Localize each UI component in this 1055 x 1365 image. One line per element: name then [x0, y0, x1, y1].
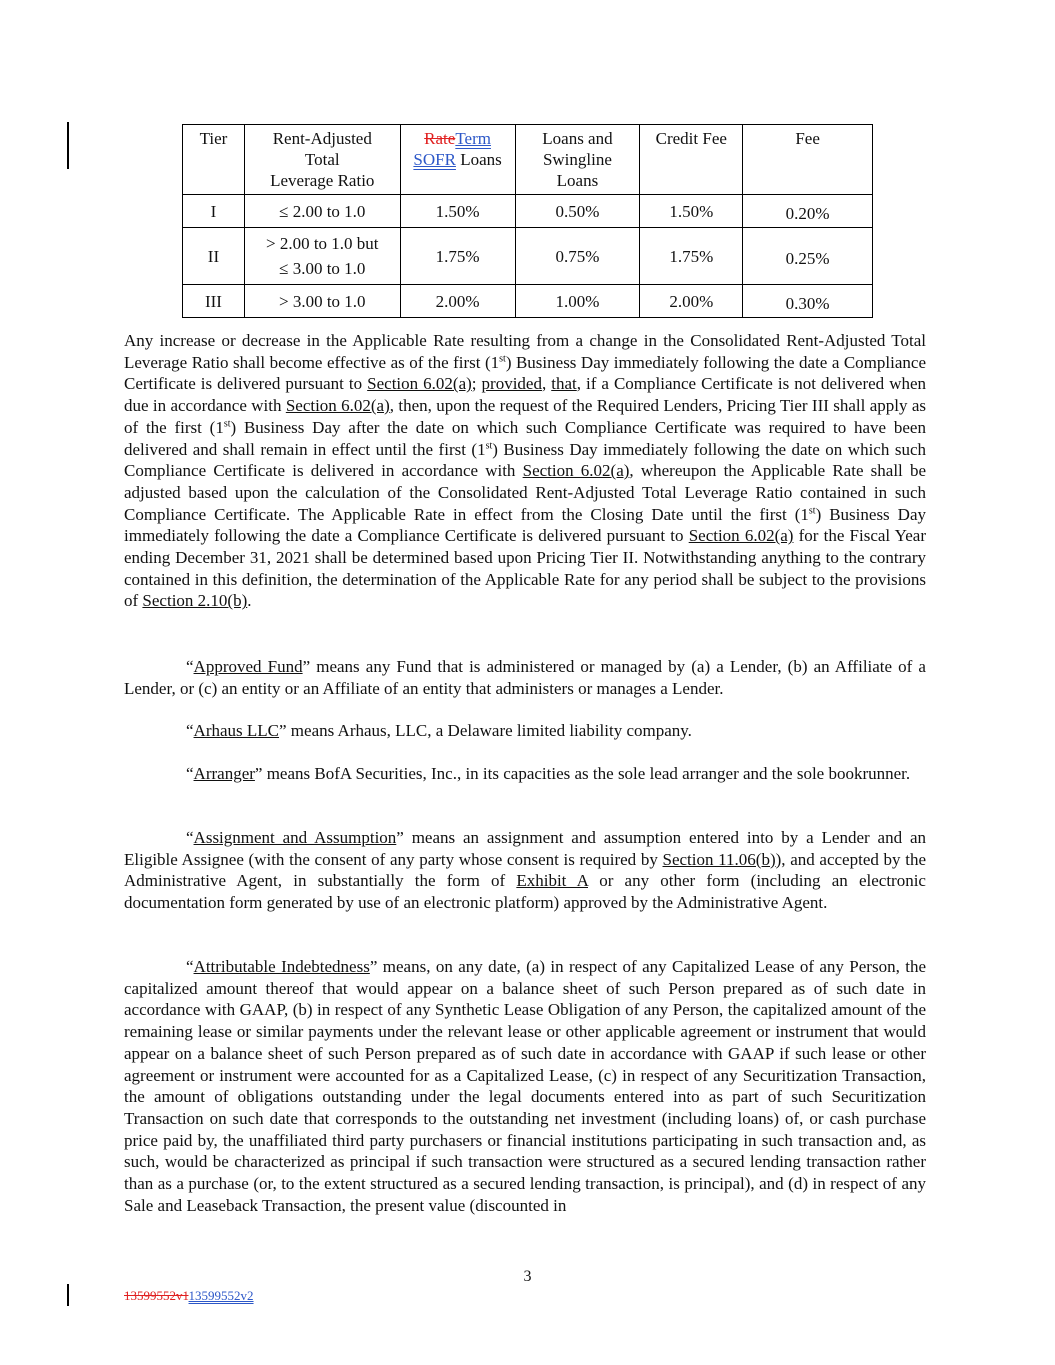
table-header-row — [183, 125, 873, 195]
definition-approved-fund — [124, 656, 926, 699]
section-reference: Section 6.02(a) — [367, 374, 472, 394]
header-term-sofr-loans — [400, 125, 515, 195]
cell-fee: 0.25% — [743, 228, 873, 285]
section-reference: Section 6.02(a) — [285, 396, 390, 416]
header-leverage-ratio — [244, 125, 400, 195]
cell-fee: 0.30% — [743, 285, 873, 318]
defined-term: Approved Fund — [193, 657, 303, 676]
text: ” means any Fund that is administered or managed by (a) a Lender, (b) an Affiliate of a Lender, or (c) an entity or an Affiliate of an entity that administers or manages a Lender. — [124, 657, 926, 698]
cell-base: 0.50% — [515, 195, 640, 228]
header-base-line3: Loans — [556, 171, 599, 190]
text: , whereupon the Applicable Rate shall be adjusted based upon the calculation of the Consolidated Rent-Adjusted Total Leverage Ratio contained in such Compliance Certificate. The Applicable Rate in effect from the Closing Date until the first (1 — [124, 461, 927, 524]
text: ” means Arhaus, LLC, a Delaware limited liability company. — [279, 721, 692, 740]
cell-ratio-line1: > 2.00 to 1.0 but — [266, 234, 379, 253]
definition-arranger — [124, 763, 926, 785]
exhibit-reference: Exhibit A — [516, 871, 588, 891]
table-row — [183, 285, 873, 318]
superscript: st — [223, 418, 231, 430]
text: ) Business Day immediately following the date on which such Compliance Certificate is delivered in accordance with — [124, 439, 926, 481]
section-reference: Section 2.10(b) — [142, 591, 248, 611]
text: ) Business Day after the date on which such Compliance Certificate was required to have been delivered and shall remain in effect until the first (1 — [124, 417, 926, 459]
defined-term: Arranger — [193, 764, 255, 783]
text: ) Business Day immediately following the date a Compliance Certificate is delivered pursuant to — [124, 504, 926, 546]
header-ratio-line2: Total — [304, 150, 340, 169]
defined-term: Assignment and Assumption — [193, 828, 397, 847]
cell-term: 1.75% — [400, 228, 515, 285]
cell-ratio-line2: ≤ 3.00 to 1.0 — [279, 259, 366, 278]
text: “ — [186, 657, 194, 676]
cell-fee: 0.20% — [743, 195, 873, 228]
section-reference: Section 6.02(a) — [522, 461, 630, 481]
superscript: st — [808, 504, 816, 516]
superscript: st — [499, 353, 506, 365]
deleted-doc-id: 13599552v1 — [124, 1288, 189, 1303]
text: “ — [186, 721, 194, 740]
text: Any increase or decrease in the Applicable Rate resulting from a change in the Consolidated Rent-Adjusted Total Leverage Ratio shall become effective as of the first (1 — [124, 331, 926, 372]
cell-tier: III — [183, 285, 245, 318]
deleted-text: Rate — [424, 129, 456, 148]
section-reference: Section 11.06(b) — [662, 849, 776, 869]
cell-credit: 1.50% — [640, 195, 743, 228]
pricing-tier-table — [182, 124, 873, 318]
header-loans-rest: Loans — [455, 150, 502, 169]
text: ” means an assignment and assumption entered into by a Lender and an Eligible Assignee (with the consent of any party whose consent is required by — [124, 828, 926, 869]
definition-attributable-indebtedness — [124, 956, 926, 1216]
section-reference: Section 6.02(a) — [688, 526, 794, 546]
change-bar-top — [67, 122, 69, 169]
table-row — [183, 195, 873, 228]
provided-term: provided — [481, 374, 542, 394]
text: ” means BofA Securities, Inc., in its capacities as the sole lead arranger and the sole bookrunner. — [254, 764, 911, 783]
text: , — [541, 374, 552, 394]
cell-credit: 2.00% — [640, 285, 743, 318]
cell-ratio: > 3.00 to 1.0 — [244, 285, 400, 318]
text: , if a Compliance Certificate is not delivered when due in accordance with — [124, 374, 927, 416]
that-term: that — [551, 374, 577, 394]
cell-tier: I — [183, 195, 245, 228]
text: or any other form (including an electronic documentation form generated by use of an electronic platform) approved by the Administrative Agent. — [124, 871, 926, 913]
text: “ — [186, 828, 194, 847]
header-credit-fee: Credit Fee — [640, 125, 743, 195]
inserted-text: Term — [455, 129, 491, 148]
header-fee: Fee — [743, 125, 873, 195]
cell-term: 2.00% — [400, 285, 515, 318]
cell-base: 0.75% — [515, 228, 640, 285]
definition-assignment-and-assumption — [124, 827, 926, 914]
change-bar-footer — [67, 1284, 69, 1306]
cell-base: 1.00% — [515, 285, 640, 318]
header-base-line1: Loans and — [542, 129, 613, 148]
table-row — [183, 228, 873, 285]
text: “ — [186, 764, 194, 783]
header-ratio-line3: Leverage Ratio — [270, 171, 375, 190]
cell-term: 1.50% — [400, 195, 515, 228]
page-number: 3 — [523, 1268, 532, 1285]
header-base-line2: Swingline — [542, 150, 612, 169]
text: ; — [471, 374, 482, 394]
definition-arhaus-llc — [124, 720, 926, 742]
text: “ — [186, 957, 194, 976]
inserted-text: SOFR — [413, 150, 456, 169]
applicable-rate-paragraph — [124, 330, 926, 612]
inserted-doc-id: 13599552v2 — [188, 1288, 254, 1303]
header-base-rate-loans — [515, 125, 640, 195]
cell-ratio — [244, 228, 400, 285]
cell-credit: 1.75% — [640, 228, 743, 285]
header-ratio-line1: Rent-Adjusted — [272, 129, 372, 148]
text: . — [247, 591, 252, 611]
document-id — [124, 1288, 254, 1304]
text: ” means, on any date, (a) in respect of any Capitalized Lease of any Person, the capitalized amount thereof that would appear on a balance sheet of such Person prepared as of such date in accordance with GAAP, (b) in respect of any Synthetic Lease Obligation of any Person, the capitalized amount of the remaining lease or similar payments under the relevant lease or other applicable agreement or instrument that would appear on a balance sheet of such Person prepared as of such date in accordance with GAAP if such lease or other agreement or instrument were accounted for as a Capitalized Lease, (c) in respect of any Securitization Transaction, the amount of obligations outstanding under the legal documents entered into as part of such Securitization Transaction on such date that corresponds to the outstanding net investment (including loans) of, or cash purchase price paid by, the unaffiliated third party purchasers or financial institutions participating in such transaction and, as such, would be characterized as principal if such transaction were structured as a secured lending transaction rather than as a purchase (or, to the extent structured as a secured lending transaction, is principal), and (d) in respect of any Sale and Leaseback Transaction, the present value (discounted in — [124, 957, 926, 1215]
text: ), and accepted by the Administrative Agent, in substantially the form of — [124, 849, 926, 891]
text: , then, upon the request of the Required Lenders, Pricing Tier III shall apply as of the first (1 — [124, 396, 926, 437]
defined-term: Attributable Indebtedness — [193, 957, 370, 976]
text: for the Fiscal Year ending December 31, 2021 shall be determined based upon Pricing Tier II. Notwithstanding anything to the contrary contained in this definition, the determination of the Applicable Rate for any period shall be subject to the provisions of — [124, 526, 926, 611]
text: ) Business Day immediately following the date a Compliance Certificate is delivered pursuant to — [124, 352, 926, 394]
superscript: st — [485, 439, 493, 451]
header-tier: Tier — [183, 125, 245, 195]
cell-ratio: ≤ 2.00 to 1.0 — [244, 195, 400, 228]
cell-tier: II — [183, 228, 245, 285]
defined-term: Arhaus LLC — [193, 721, 280, 740]
